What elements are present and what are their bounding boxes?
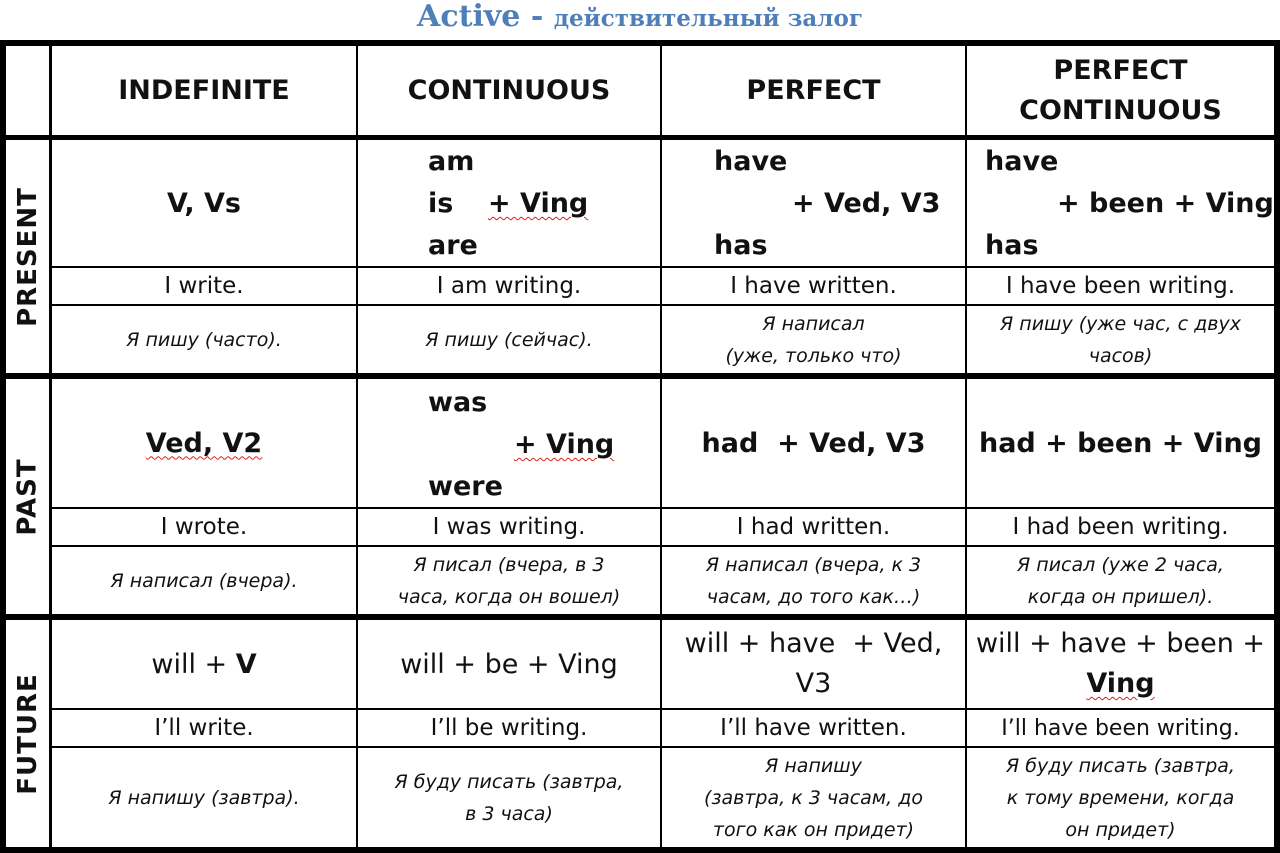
present-example-continuous: I am writing. [436,273,582,299]
past-perfect-continuous-form: had + been + Ving [978,427,1262,459]
header-perfect-continuous-line2: CONTINUOUS [1019,94,1222,126]
future-example-indefinite: I’ll write. [154,715,254,741]
form-plus-ving: + Ving [514,429,615,460]
form-plus-been-ving: + been + Ving [1057,188,1274,219]
title-main: Active [417,0,521,34]
title-dash: - [520,0,554,34]
past-example-perfect: I had written. [736,514,891,540]
past-example-continuous: I was writing. [432,514,586,540]
future-example-perfect-continuous: I’ll have been writing. [1001,715,1240,741]
header-perfect-continuous [967,46,1274,135]
header-continuous: CONTINUOUS [407,74,611,106]
present-perfect-form [662,140,965,266]
form-was: was [428,387,488,418]
future-example-continuous: I’ll be writing. [430,715,588,741]
header-indefinite: INDEFINITE [118,74,290,106]
form-is: is [428,188,454,219]
title-sub: действительный залог [553,5,863,32]
present-continuous-form [358,140,660,266]
header-perfect-continuous-line1: PERFECT [1053,54,1188,86]
future-translation-indefinite: Я напишу (завтра). [108,786,300,809]
form-has: has [985,230,1039,261]
present-perfect-continuous-form [967,140,1274,266]
present-translation-perfect-continuous: Я пишу (уже час, с двух часов) [1000,312,1241,367]
future-translation-continuous: Я буду писать (завтра, в 3 часа) [394,770,624,825]
present-translation-indefinite: Я пишу (часто). [126,328,282,351]
future-example-perfect: I’ll have written. [720,715,907,741]
tense-table [0,40,1280,853]
past-perfect-form: had + Ved, V3 [701,427,926,459]
present-translation-perfect: Я написал (уже, только что) [725,312,902,367]
header-perfect: PERFECT [746,74,881,106]
past-example-indefinite: I wrote. [160,514,248,540]
past-translation-perfect-continuous: Я писал (уже 2 часа, когда он пришел). [1017,553,1224,608]
present-indefinite-form: V, Vs [166,187,242,219]
future-translation-perfect-continuous: Я буду писать (завтра, к тому времени, когда он придет) [1006,754,1235,841]
form-are: are [428,230,478,261]
present-example-perfect: I have written. [730,273,897,299]
present-example-perfect-continuous: I have been writing. [1005,273,1236,299]
form-has: has [714,230,768,261]
form-have: have [714,146,788,177]
form-plus-ved: + Ved, V3 [792,188,941,219]
future-translation-perfect: Я напишу (завтра, к 3 часам, до того как он придет) [704,754,923,841]
past-translation-continuous: Я писал (вчера, в 3 часа, когда он вошел) [397,553,621,608]
past-continuous-form [358,379,660,507]
form-were: were [428,471,503,502]
form-am: am [428,146,475,177]
future-continuous-form: will + be + Ving [400,648,618,680]
tense-label-past: PAST [12,457,43,536]
past-example-perfect-continuous: I had been writing. [1012,514,1229,540]
future-indefinite-form: will + V [151,648,257,680]
border-right [1274,40,1280,853]
present-translation-continuous: Я пишу (сейчас). [425,328,593,351]
past-translation-indefinite: Я написал (вчера). [110,569,298,592]
past-translation-perfect: Я написал (вчера, к 3 часам, до того как…) [705,553,922,608]
past-indefinite-form: Ved, V2 [145,427,263,459]
form-plus-ving: + Ving [488,188,589,219]
form-have: have [985,146,1059,177]
tense-label-present: PRESENT [12,186,43,327]
page-title [0,0,1280,40]
future-perfect-form: will + have + Ved, V3 [684,628,943,699]
future-perfect-continuous-form: will + have + been + Ving [975,628,1266,699]
border-bottom [0,847,1280,853]
present-example-indefinite: I write. [164,273,244,299]
tense-label-future: FUTURE [12,672,43,795]
